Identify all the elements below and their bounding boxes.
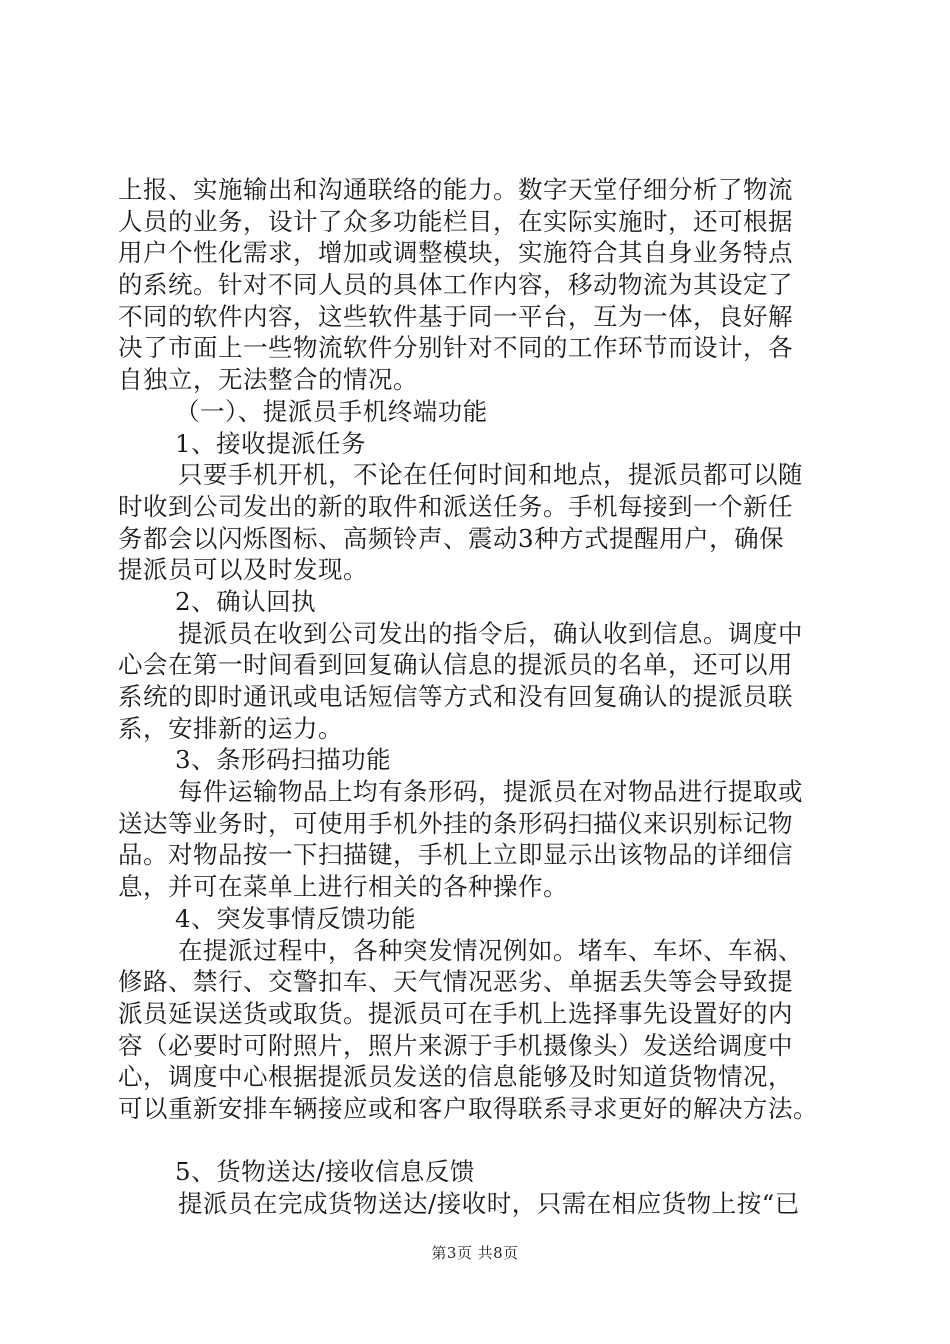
item-receive-tasks bbox=[118, 428, 848, 586]
text-line: 提派员在收到公司发出的指令后，确认收到信息。调度中 bbox=[178, 618, 803, 648]
item-heading: 5、货物送达/接收信息反馈 bbox=[175, 1157, 475, 1187]
text-line: 只要手机开机，不论在任何时间和地点，提派员都可以随 bbox=[178, 460, 803, 490]
text-line: 品。对物品按一下扫描键，手机上立即显示出该物品的详细信 bbox=[118, 840, 793, 870]
text-line: 送达等业务时，可使用手机外挂的条形码扫描仪来识别标记物 bbox=[118, 808, 793, 838]
text-line: 心，调度中心根据提派员发送的信息能够及时知道货物情况， bbox=[118, 1062, 793, 1092]
text-line: 息，并可在菜单上进行相关的各种操作。 bbox=[118, 872, 568, 902]
document-body bbox=[118, 174, 848, 1220]
intro-paragraph bbox=[118, 174, 848, 396]
text-line: 系统的即时通讯或电话短信等方式和没有回复确认的提派员联 bbox=[118, 682, 793, 711]
text-line: 系，安排新的运力。 bbox=[118, 713, 343, 743]
item-confirm-receipt bbox=[118, 586, 848, 744]
text-line: 人员的业务，设计了众多功能栏目，在实际实施时，还可根据 bbox=[118, 206, 793, 236]
text-line: 上报、实施输出和沟通联络的能力。数字天堂仔细分析了物流 bbox=[118, 175, 793, 204]
text-line: 可以重新安排车辆接应或和客户取得联系寻求更好的解决方法。 bbox=[118, 1093, 818, 1123]
item-heading: 2、确认回执 bbox=[175, 586, 317, 616]
text-line: 自独立，无法整合的情况。 bbox=[118, 365, 418, 395]
item-barcode-scan bbox=[118, 744, 848, 902]
text-line: 每件运输物品上均有条形码，提派员在对物品进行提取或 bbox=[178, 777, 803, 807]
text-line: 提派员可以及时发现。 bbox=[118, 555, 368, 585]
text-line: 的系统。针对不同人员的具体工作内容，移动物流为其设定了 bbox=[118, 270, 793, 300]
text-line: 心会在第一时间看到回复确认信息的提派员的名单，还可以用 bbox=[118, 650, 793, 680]
page-footer: 第3页 共8页 bbox=[431, 1244, 519, 1262]
text-line: 用户个性化需求，增加或调整模块，实施符合其自身业务特点 bbox=[118, 238, 793, 268]
text-line: 提派员在完成货物送达/接收时，只需在相应货物上按“已 bbox=[178, 1189, 800, 1218]
item-heading: 3、条形码扫描功能 bbox=[175, 745, 392, 775]
text-line: 不同的软件内容，这些软件基于同一平台，互为一体，良好解 bbox=[118, 301, 793, 331]
text-line: 派员延误送货或取货。提派员可在手机上选择事先设置好的内 bbox=[118, 998, 793, 1028]
text-line: 修路、禁行、交警扣车、天气情况恶劣、单据丢失等会导致提 bbox=[118, 967, 793, 997]
blank-line bbox=[118, 1125, 848, 1157]
item-delivery-feedback bbox=[118, 1156, 848, 1219]
section-heading: （一）、提派员手机终端功能 bbox=[175, 396, 488, 426]
text-line: 决了市面上一些物流软件分别针对不同的工作环节而设计，各 bbox=[118, 333, 793, 363]
text-line: 容（必要时可附照片，照片来源于手机摄像头）发送给调度中 bbox=[118, 1030, 793, 1060]
item-incident-feedback bbox=[118, 903, 848, 1125]
item-heading: 4、突发事情反馈功能 bbox=[175, 903, 417, 933]
text-line: 务都会以闪烁图标、高频铃声、震动3种方式提醒用户，确保 bbox=[118, 523, 785, 553]
item-heading: 1、接收提派任务 bbox=[175, 428, 367, 458]
text-line: 时收到公司发出的新的取件和派送任务。手机每接到一个新任 bbox=[118, 491, 793, 521]
text-line: 在提派过程中，各种突发情况例如。堵车、车坏、车祸、 bbox=[178, 935, 803, 965]
